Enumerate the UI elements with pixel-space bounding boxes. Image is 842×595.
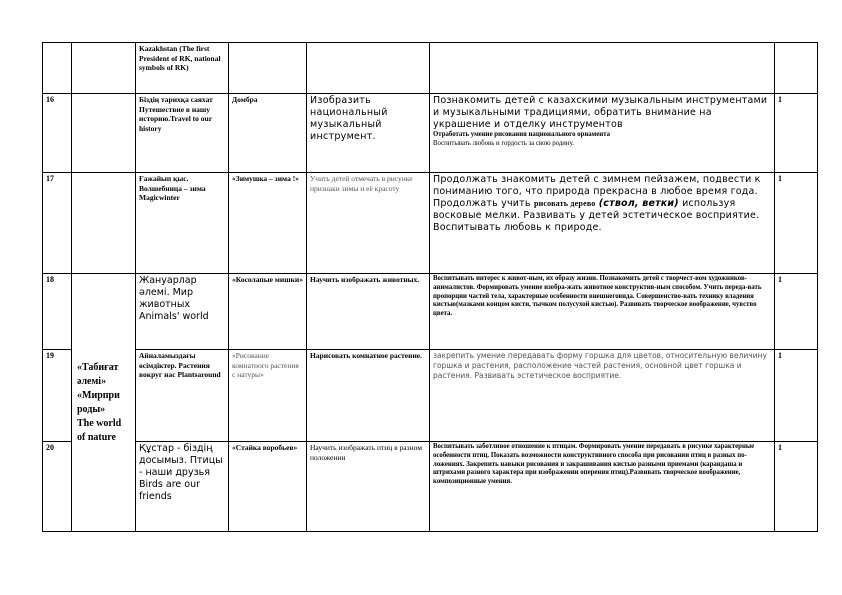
task-cell: Изобразить национальный музыкальный инструмент.	[307, 94, 430, 173]
task-cell: Научить изображать животных.	[307, 274, 430, 350]
table-row	[43, 442, 818, 532]
goal-cell: Воспитывать заботливое отношение к птицам. Формировать умение передавать в рисунке характерные особенности птиц. Показать возможности конструктивного способа при рисовании птиц в разных по-ложениях. Закрепить навыки рисования и закрашивания кистью разными приемами (карандаша и штрихами разного характера при изображении оперения птиц).Развивать творческое воображение, композиционные умения.	[430, 442, 775, 532]
theme-cell: Айналамыздағы өсімдіктер. Растения вокруг нас Plantsaround	[136, 350, 229, 442]
section-line: әлемі»	[77, 375, 107, 387]
lesson-cell: Домбра	[229, 94, 307, 173]
goal-cell	[430, 173, 775, 274]
theme-cell: Біздің тарихқа саяхат Путешествие в нашу историю.Travel to our history	[136, 94, 229, 173]
row-number: 16	[43, 94, 72, 173]
section-line: роды»	[77, 403, 106, 415]
row-number: 17	[43, 173, 72, 274]
task-cell	[307, 43, 430, 94]
theme-cell: Жануарлар әлемі. Мир животных Animals' world	[136, 274, 229, 350]
hours-cell: 1	[775, 94, 818, 173]
num-cell	[43, 43, 72, 94]
goal-cell: Воспитывать интерес к живот-ным, их образу жизни. Познакомить детей с творчест-вом художников-анималистов. Формировать умение изобра-жать животное конструктив-ным способом. Учить переда-вать пропорции частей тела, характерные особенности внешнеговида. Совершенство-вать технику владения кистью(мазками концом кисти, тычком полусухой кистью). Развивать творческое воображение, чувство цвета.	[430, 274, 775, 350]
goal-part-b: рисовать дерево	[533, 199, 596, 208]
section-line: The world	[77, 417, 122, 429]
hours-cell	[775, 43, 818, 94]
section-cell-upper	[72, 94, 136, 173]
goal-extra-2: Воспитывать любовь и гордость за свою родину.	[433, 139, 574, 147]
goal-cell	[430, 43, 775, 94]
goal-cell	[430, 94, 775, 173]
section-line: of nature	[77, 431, 116, 443]
lesson-cell: «Косолапые мишки»	[229, 274, 307, 350]
row-number: 20	[43, 442, 72, 532]
goal-main: Познакомить детей с казахскими музыкальным инструментами и музыкальными традициями, обратить внимание на украшение и отделку инструментов	[433, 95, 768, 130]
section-title	[72, 274, 136, 532]
theme-cell: Kazakhstan (The first President of RK, national symbols of RK)	[136, 43, 229, 94]
hours-cell: 1	[775, 350, 818, 442]
table-row	[43, 274, 818, 350]
task-cell: Учить детей отмечать в рисунке признаки зимы и её красоту	[307, 173, 430, 274]
goal-part-a: Продолжать знакомить детей с зимнем пейзажем, подвести к пониманию того, что природа прекрасна в любое время года. Продолжать учить	[433, 174, 761, 209]
hours-cell: 1	[775, 442, 818, 532]
task-cell: Нарисовать комнатное растение.	[307, 350, 430, 442]
table-row-top	[43, 43, 818, 94]
row-number: 18	[43, 274, 72, 350]
theme-cell: Құстар - біздің досымыз. Птицы - наши друзья Birds are our friends	[136, 442, 229, 532]
hours-cell: 1	[775, 173, 818, 274]
table-row	[43, 173, 818, 274]
table-row	[43, 94, 818, 173]
row-number: 19	[43, 350, 72, 442]
section-cell-upper	[72, 173, 136, 274]
lesson-cell: «Стайка воробьев»	[229, 442, 307, 532]
theme-cell: Ғажайып қыс. Волшебница – зима Magicwinter	[136, 173, 229, 274]
goal-cell: закрепить умение передавать форму горшка для цветов, относительную величину горшка и растения, расположение частей растения, основной цвет горшка и растения. Развивать эстетическое восприятие.	[430, 350, 775, 442]
lesson-plan-table	[42, 42, 818, 532]
lesson-cell: «Зимушка – зима !»	[229, 173, 307, 274]
lesson-cell: «Рисование комнатного растения с натуры»	[229, 350, 307, 442]
goal-part-d: используя восковые мелки. Развивать у детей эстетическое восприятие. Воспитывать любовь к природе.	[433, 198, 760, 233]
table-row	[43, 350, 818, 442]
task-cell: Научить изображать птиц в разном положении	[307, 442, 430, 532]
section-line: «Табиғат	[77, 361, 119, 373]
goal-part-c: (ствол, ветки)	[598, 198, 679, 209]
section-line: «Мирпри	[77, 389, 120, 401]
hours-cell: 1	[775, 274, 818, 350]
lesson-cell	[229, 43, 307, 94]
section-cell-top	[72, 43, 136, 94]
goal-extra-1: Отработать умение рисования национального орнамента	[433, 131, 611, 138]
